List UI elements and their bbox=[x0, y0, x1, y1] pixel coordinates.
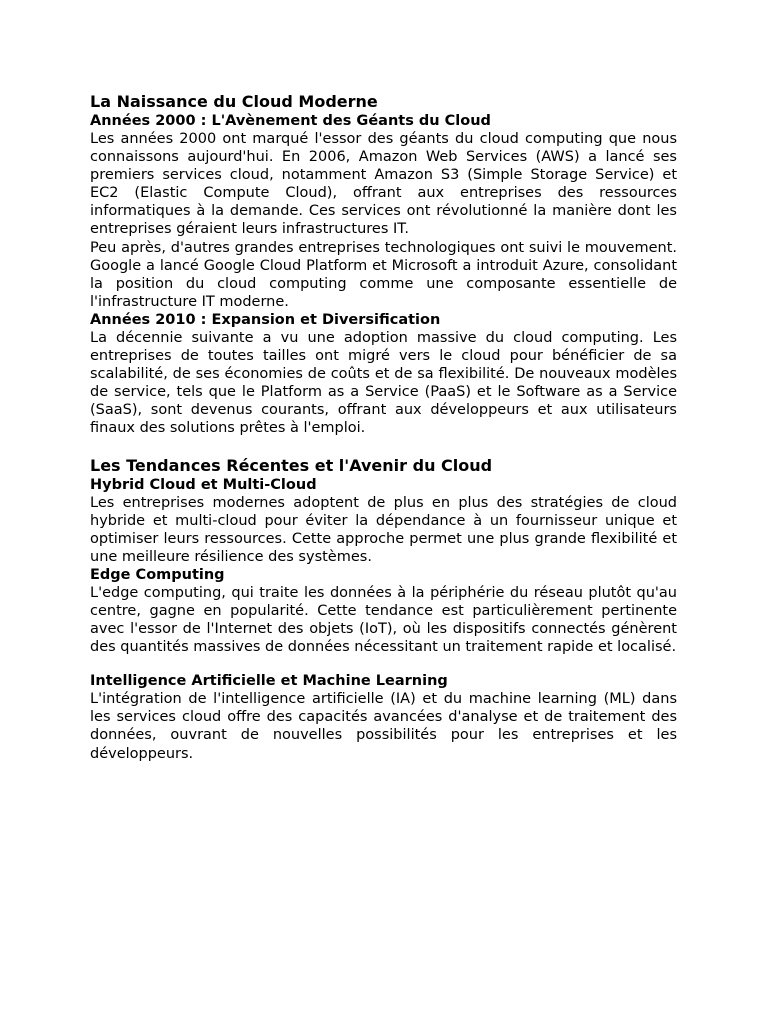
section-title-cloud-birth: La Naissance du Cloud Moderne bbox=[90, 92, 378, 111]
section-spacer bbox=[90, 656, 677, 672]
paragraph-2000s-google-azure: Peu après, d'autres grandes entreprises technologiques ont suivi le mouvement. Google a lancé Google Cloud Platform et Microsoft a introduit Azure, consolidant la position du cloud computing comme une composante essentielle de l'infrastructure IT moderne. bbox=[90, 239, 677, 310]
subheading-hybrid-cloud: Hybrid Cloud et Multi-Cloud bbox=[90, 476, 317, 493]
section-spacer bbox=[90, 438, 677, 456]
paragraph-hybrid-cloud: Les entreprises modernes adoptent de plus en plus des stratégies de cloud hybride et multi-cloud pour éviter la dépendance à un fournisseur unique et optimiser leurs ressources. Cette approche permet une plus grande flexibilité et une meilleure résilience des systèmes. bbox=[90, 494, 677, 565]
subheading-edge-computing: Edge Computing bbox=[90, 566, 225, 583]
paragraph-ai-ml: L'intégration de l'intelligence artificielle (IA) et du machine learning (ML) dans les services cloud offre des capacités avancées d'analyse et de traitement des données, ouvrant de nouvelles possibilités pour les entreprises et les développeurs. bbox=[90, 691, 677, 762]
subheading-2010s: Années 2010 : Expansion et Diversification bbox=[90, 311, 441, 328]
section-title-trends: Les Tendances Récentes et l'Avenir du Cloud bbox=[90, 455, 493, 475]
subheading-2000s: Années 2000 : L'Avènement des Géants du Cloud bbox=[90, 113, 491, 129]
document-page bbox=[90, 92, 677, 763]
paragraph-2010s: La décennie suivante a vu une adoption massive du cloud computing. Les entreprises de toutes tailles ont migré vers le cloud pour bénéficier de sa scalabilité, de ses économies de coûts et de sa flexibilité. De nouveaux modèles de service, tels que le Platform as a Service (PaaS) et le Software as a Service (SaaS), sont devenus courants, offrant aux développeurs et aux utilisateurs finaux des solutions prêtes à l'emploi. bbox=[90, 329, 677, 437]
subheading-ai-ml: Intelligence Artificielle et Machine Learning bbox=[90, 673, 448, 690]
paragraph-2000s-aws: Les années 2000 ont marqué l'essor des géants du cloud computing que nous connaissons aujourd'hui. En 2006, Amazon Web Services (AWS) a lancé ses premiers services cloud, notamment Amazon S3 (Simple Storage Service) et EC2 (Elastic Compute Cloud), offrant aux entreprises des ressources informatiques à la demande. Ces services ont révolutionné la manière dont les entreprises géraient leurs infrastructures IT. bbox=[90, 131, 677, 238]
paragraph-edge-computing: L'edge computing, qui traite les données à la périphérie du réseau plutôt qu'au centre, gagne en popularité. Cette tendance est particulièrement pertinente avec l'essor de l'Internet des objets (IoT), où les dispositifs connectés génèrent des quantités massives de données nécessitant un traitement rapide et localisé. bbox=[90, 584, 677, 656]
